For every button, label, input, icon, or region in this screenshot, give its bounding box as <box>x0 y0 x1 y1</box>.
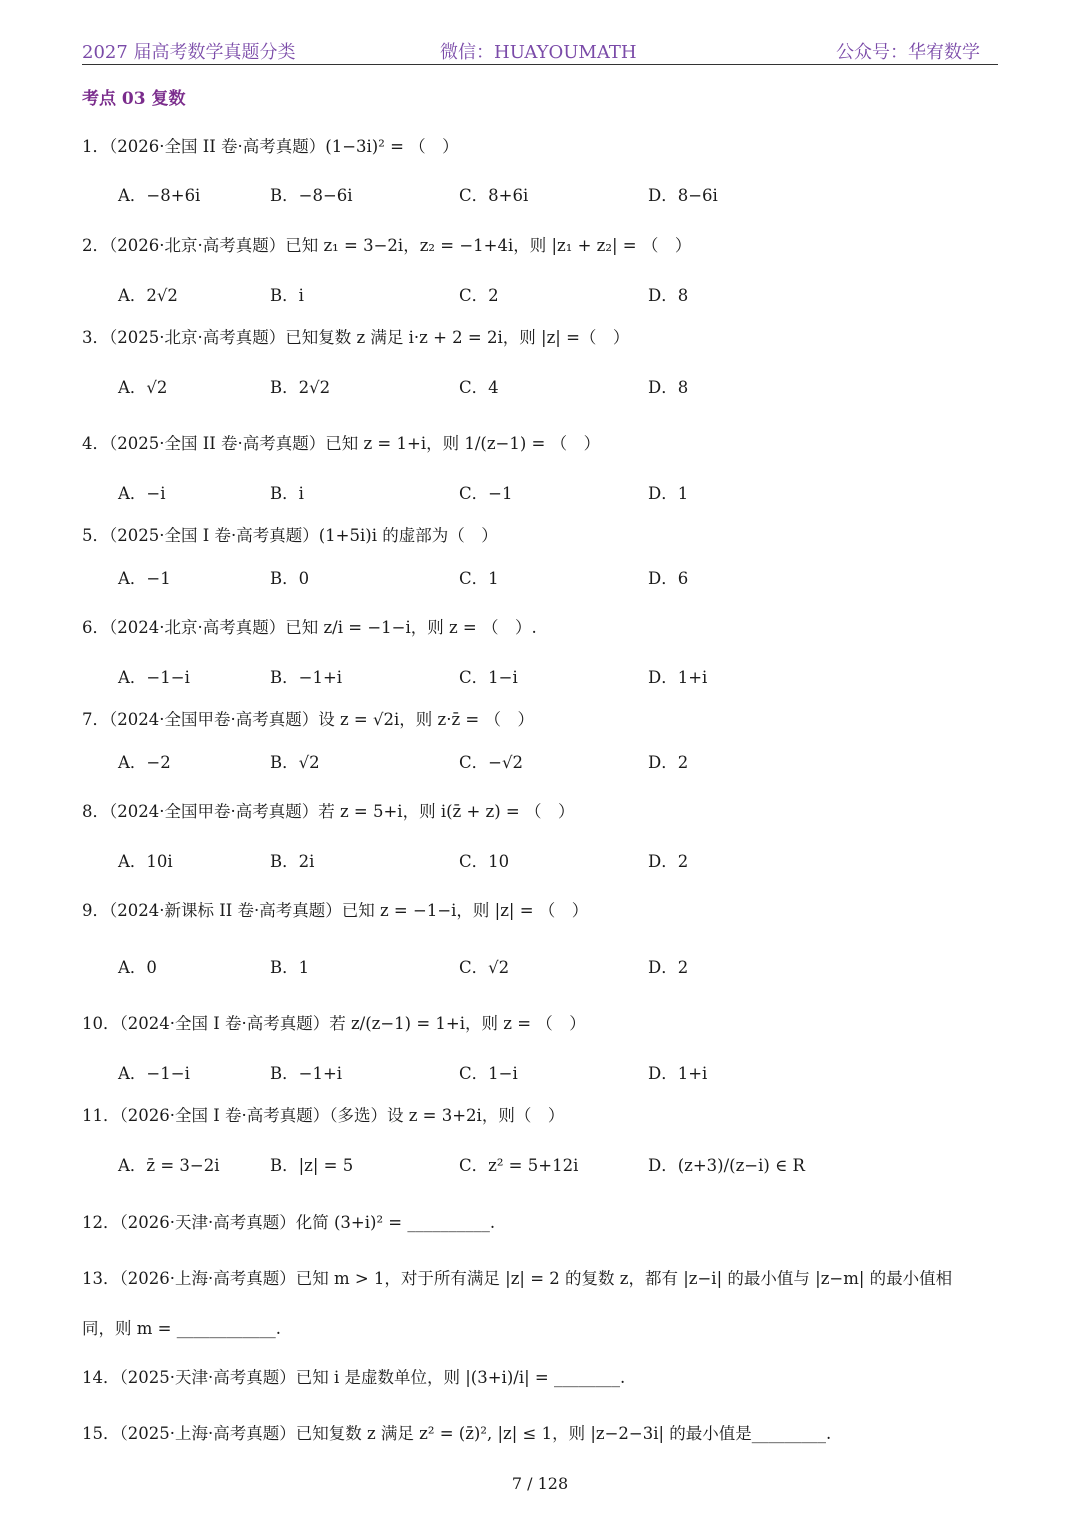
q5-option-a: A．−1 <box>118 569 171 588</box>
section-title: 考点 03 复数 <box>82 89 186 109</box>
q8-option-b: B．2i <box>270 852 315 871</box>
q6-option-b: B．−1+i <box>270 668 343 687</box>
q10-option-d: D．1+i <box>648 1064 708 1083</box>
question-13-continued: 同，则 m = ____________. <box>82 1319 281 1338</box>
header-center: 微信：HUAYOUMATH <box>440 42 637 63</box>
q7-option-b: B．√2 <box>270 753 320 772</box>
q9-option-a: A．0 <box>118 958 157 977</box>
question-8: 8．（2024·全国甲卷·高考真题）若 z = 5+i，则 i(z̄ + z) = （ ） <box>82 802 575 821</box>
question-2: 2．（2026·北京·高考真题）已知 z₁ = 3−2i，z₂ = −1+4i，则 |z₁ + z₂| = （ ） <box>82 236 692 255</box>
header-right: 公众号：华宥数学 <box>836 42 980 63</box>
q1-option-b: B．−8−6i <box>270 186 353 205</box>
q9-option-d: D．2 <box>648 958 689 977</box>
q5-option-d: D．6 <box>648 569 689 588</box>
q7-option-d: D．2 <box>648 753 689 772</box>
q6-option-d: D．1+i <box>648 668 708 687</box>
q9-option-c: C．√2 <box>459 958 510 977</box>
q4-option-a: A．−i <box>118 484 166 503</box>
q11-option-d: D．(z+3)/(z−i) ∈ R <box>648 1156 805 1175</box>
q8-option-c: C．10 <box>459 852 510 871</box>
q4-option-b: B．i <box>270 484 304 503</box>
q6-option-a: A．−1−i <box>118 668 190 687</box>
q2-option-b: B．i <box>270 286 304 305</box>
q3-option-d: D．8 <box>648 378 689 397</box>
question-7: 7．（2024·全国甲卷·高考真题）设 z = √2i，则 z·z̄ = （ ） <box>82 710 534 729</box>
question-12: 12．（2026·天津·高考真题）化简 (3+i)² = __________. <box>82 1213 496 1232</box>
question-14: 14．（2025·天津·高考真题）已知 i 是虚数单位，则 |(3+i)/i| = ________. <box>82 1368 626 1387</box>
question-5: 5．（2025·全国 I 卷·高考真题）(1+5i)i 的虚部为（ ） <box>82 526 498 545</box>
q7-option-c: C．−√2 <box>459 753 523 772</box>
question-10: 10．（2024·全国 I 卷·高考真题）若 z/(z−1) = 1+i，则 z = （ ） <box>82 1014 586 1033</box>
q7-option-a: A．−2 <box>118 753 171 772</box>
question-11: 11．（2026·全国 I 卷·高考真题）（多选）设 z = 3+2i，则（ ） <box>82 1106 565 1125</box>
question-15: 15．（2025·上海·高考真题）已知复数 z 满足 z² = (z̄)², |z| ≤ 1，则 |z−2−3i| 的最小值是_________. <box>82 1424 832 1443</box>
q4-option-c: C．−1 <box>459 484 513 503</box>
question-3: 3．（2025·北京·高考真题）已知复数 z 满足 i·z + 2 = 2i，则 |z| =（ ） <box>82 328 630 347</box>
q10-option-c: C．1−i <box>459 1064 518 1083</box>
q2-option-d: D．8 <box>648 286 689 305</box>
q8-option-d: D．2 <box>648 852 689 871</box>
q1-option-a: A．−8+6i <box>118 186 201 205</box>
question-4: 4．（2025·全国 II 卷·高考真题）已知 z = 1+i，则 1/(z−1) = （ ） <box>82 434 601 453</box>
header-left: 2027 届高考数学真题分类 <box>82 42 296 63</box>
q3-option-a: A．√2 <box>118 378 168 397</box>
question-6: 6．（2024·北京·高考真题）已知 z/i = −1−i，则 z = （ ）. <box>82 618 537 637</box>
q4-option-d: D．1 <box>648 484 689 503</box>
page-number: 7 / 128 <box>511 1474 569 1493</box>
q8-option-a: A．10i <box>118 852 173 871</box>
question-9: 9．（2024·新课标 II 卷·高考真题）已知 z = −1−i，则 |z| = （ ） <box>82 901 589 920</box>
q11-option-a: A．z̄ = 3−2i <box>118 1156 220 1175</box>
question-1: 1．（2026·全国 II 卷·高考真题）(1−3i)² = （ ） <box>82 137 459 156</box>
q9-option-b: B．1 <box>270 958 310 977</box>
q1-option-c: C．8+6i <box>459 186 529 205</box>
q2-option-a: A．2√2 <box>118 286 178 305</box>
q6-option-c: C．1−i <box>459 668 518 687</box>
q11-option-c: C．z² = 5+12i <box>459 1156 579 1175</box>
q10-option-a: A．−1−i <box>118 1064 190 1083</box>
q3-option-c: C．4 <box>459 378 499 397</box>
q2-option-c: C．2 <box>459 286 499 305</box>
q5-option-c: C．1 <box>459 569 499 588</box>
q10-option-b: B．−1+i <box>270 1064 343 1083</box>
q5-option-b: B．0 <box>270 569 310 588</box>
q3-option-b: B．2√2 <box>270 378 331 397</box>
q11-option-b: B．|z| = 5 <box>270 1156 354 1175</box>
question-13: 13．（2026·上海·高考真题）已知 m > 1，对于所有满足 |z| = 2 的复数 z，都有 |z−i| 的最小值与 |z−m| 的最小值相 <box>82 1269 953 1288</box>
q1-option-d: D．8−6i <box>648 186 718 205</box>
header-rule <box>82 64 998 65</box>
